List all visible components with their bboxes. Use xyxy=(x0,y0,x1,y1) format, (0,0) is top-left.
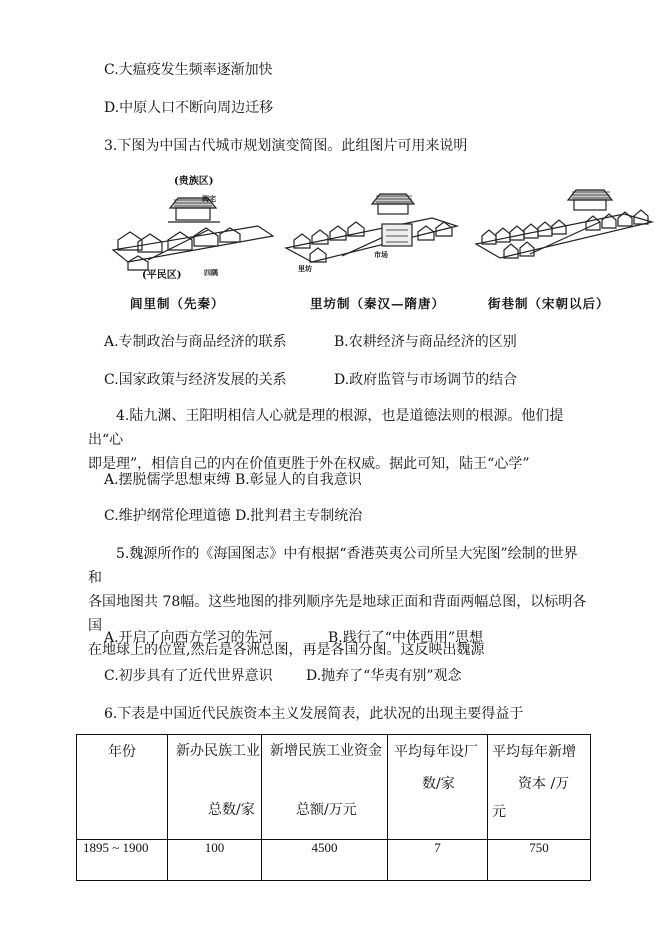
figure-panel-lifang xyxy=(282,170,472,320)
header-avg-capital: 平均每年新增 资本 /万 元 xyxy=(488,735,591,840)
tag-palace: 阀宅 xyxy=(202,194,216,203)
city-planning-figure xyxy=(108,170,658,320)
caption-lili: 闾里制（先秦） xyxy=(130,296,225,311)
cell-avg-capital: 750 xyxy=(488,840,591,881)
q3-stem: 3.下图为中国古代城市规划演变简图。此组图片可用来说明 xyxy=(104,138,468,154)
cell-avg-factories: 7 xyxy=(388,840,488,881)
tag-ward: 里坊 xyxy=(298,264,312,273)
table-header-row xyxy=(77,735,591,840)
header-new-capital: 新增民族工业资金 总额/万元 xyxy=(262,735,388,840)
q6-stem: 6.下表是中国近代民族资本主义发展简表，此状况的出现主要得益于 xyxy=(104,706,524,722)
q4-options-ab: A.摆脱儒学思想束缚 B.彰显人的自我意识 xyxy=(104,472,362,488)
header-year: 年份 xyxy=(77,735,168,840)
cell-year: 1895 ~ 1900 xyxy=(77,840,168,881)
q5-stem-line2: 各国地图共 78幅。这些地图的排列顺序先是地球正面和背面两幅总图，以标明各国 xyxy=(88,594,587,634)
q4-options-cd: C.维护纲常伦理道德 D.批判君主专制统治 xyxy=(104,508,363,524)
header-new-factories: 新办民族工业 总数/家 xyxy=(168,735,262,840)
header-avg-factories: 平均每年设厂 数/家 xyxy=(388,735,488,840)
capitalism-development-table xyxy=(76,734,591,881)
q2-option-c: C.大瘟疫发生频率逐渐加快 xyxy=(104,62,273,78)
q3-option-b: B.农耕经济与商品经济的区别 xyxy=(334,334,517,350)
q4-stem-line2: 即是理”，相信自己的内在价值更胜于外在权威。据此可知，陆王“心学” xyxy=(88,456,530,472)
q4-stem-line1: 4.陆九渊、王阳明相信人心就是理的根源，也是道德法则的根源。他们提出“心 xyxy=(88,408,564,448)
q5-option-b: B.践行了“中体西用”思想 xyxy=(328,630,484,646)
figure-panel-jiexiang xyxy=(474,170,658,320)
cell-new-capital: 4500 xyxy=(262,840,388,881)
tag-market-lili: 四隅 xyxy=(204,268,218,277)
tag-civilian-district: (平民区) xyxy=(142,270,182,281)
q5-stem-line1: 5.魏源所作的《海国图志》中有根据“香港英夷公司所呈大宪图”绘制的世界和 xyxy=(88,546,578,586)
tag-market-lifang: 市场 xyxy=(374,250,388,259)
q4-stem xyxy=(88,404,588,476)
jiexiang-illustration xyxy=(474,170,658,282)
q5-stem-line3: 在地球上的位置,然后是各洲总图，再是各国分图。这反映出魏源 xyxy=(88,642,485,658)
figure-panel-lili xyxy=(108,170,278,320)
table-row xyxy=(77,840,591,881)
q5-option-d: D.抛弃了“华夷有别”观念 xyxy=(306,668,462,684)
tag-noble-district: (贵族区) xyxy=(174,176,214,187)
q3-option-a: A.专制政治与商品经济的联系 xyxy=(104,334,287,350)
caption-lifang: 里坊制（秦汉—隋唐） xyxy=(310,296,446,311)
cell-new-factories: 100 xyxy=(168,840,262,881)
q2-option-d: D.中原人口不断向周边迁移 xyxy=(104,100,274,116)
q3-option-d: D.政府监管与市场调节的结合 xyxy=(334,372,518,388)
q5-option-c: C.初步具有了近代世界意识 xyxy=(104,668,273,684)
caption-jiexiang: 街巷制（宋朝以后） xyxy=(488,296,610,311)
q5-option-a: A.开启了向西方学习的先河 xyxy=(104,630,273,646)
q3-option-c: C.国家政策与经济发展的关系 xyxy=(104,372,287,388)
